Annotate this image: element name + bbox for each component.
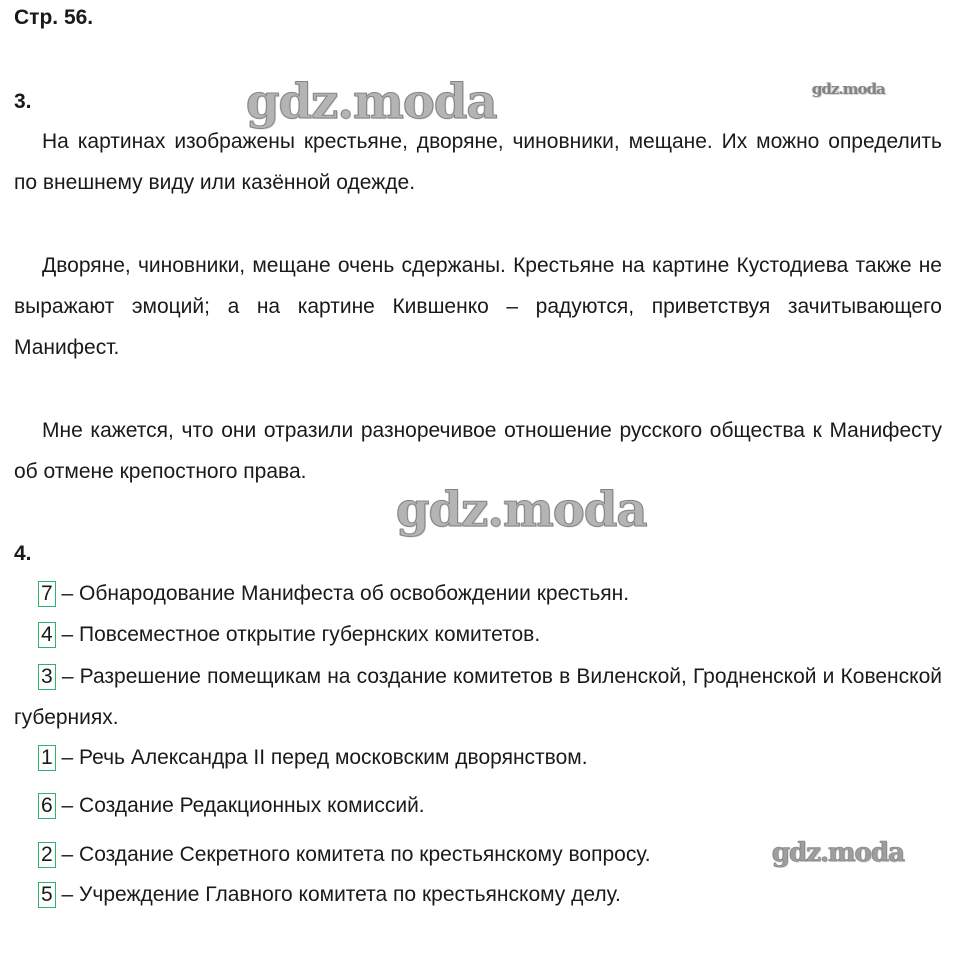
list-item-text: – Речь Александра II перед московским дворянством.: [55, 746, 588, 769]
order-box: 4: [38, 622, 56, 648]
list-item-text: – Повсеместное открытие губернских комитетов.: [55, 623, 541, 646]
page-header: Стр. 56.: [14, 6, 94, 29]
list-item-text: – Создание Редакционных комиссий.: [55, 794, 425, 817]
task-3-paragraph-2: Дворяне, чиновники, мещане очень сдержаны. Крестьяне на картине Кустодиева также не выражают эмоций; а на картине Кившенко – радуются, приветствуя зачитывающего Манифест.: [14, 254, 942, 359]
task-3-paragraph-1: На картинах изображены крестьяне, дворяне, чиновники, мещане. Их можно определить по внешнему виду или казённой одежде.: [14, 130, 942, 194]
list-item: [38, 840, 651, 870]
watermark-logo-middle: gdz.moda: [396, 482, 647, 538]
list-item: [38, 620, 540, 650]
order-box: 3: [38, 664, 56, 690]
task-3-paragraph-3: Мне кажется, что они отразили разноречивое отношение русского общества к Манифесту об отмене крепостного права.: [14, 419, 942, 483]
list-item-text: – Создание Секретного комитета по крестьянскому вопросу.: [55, 843, 651, 866]
list-item: [38, 743, 588, 773]
list-item: [38, 880, 621, 910]
watermark-logo-small: gdz.moda: [812, 80, 885, 98]
list-item-text: – Учреждение Главного комитета по крестьянскому делу.: [55, 883, 621, 906]
list-item: [14, 656, 942, 738]
list-item: [38, 579, 629, 609]
order-box: 1: [38, 745, 56, 771]
watermark-logo-bottom: gdz.moda: [772, 838, 905, 868]
order-box: 5: [38, 882, 56, 908]
list-item-text: – Разрешение помещикам на создание комитетов в Виленской, Гродненской и Ковенской губерниях.: [14, 665, 942, 729]
task-4-number: 4.: [14, 542, 32, 565]
order-box: 7: [38, 581, 56, 607]
list-item-text: – Обнародование Манифеста об освобождении крестьян.: [55, 582, 630, 605]
task-3-number: 3.: [14, 90, 32, 113]
order-box: 6: [38, 793, 56, 819]
order-box: 2: [38, 842, 56, 868]
watermark-logo-top: gdz.moda: [246, 74, 497, 130]
list-item: [38, 791, 425, 821]
